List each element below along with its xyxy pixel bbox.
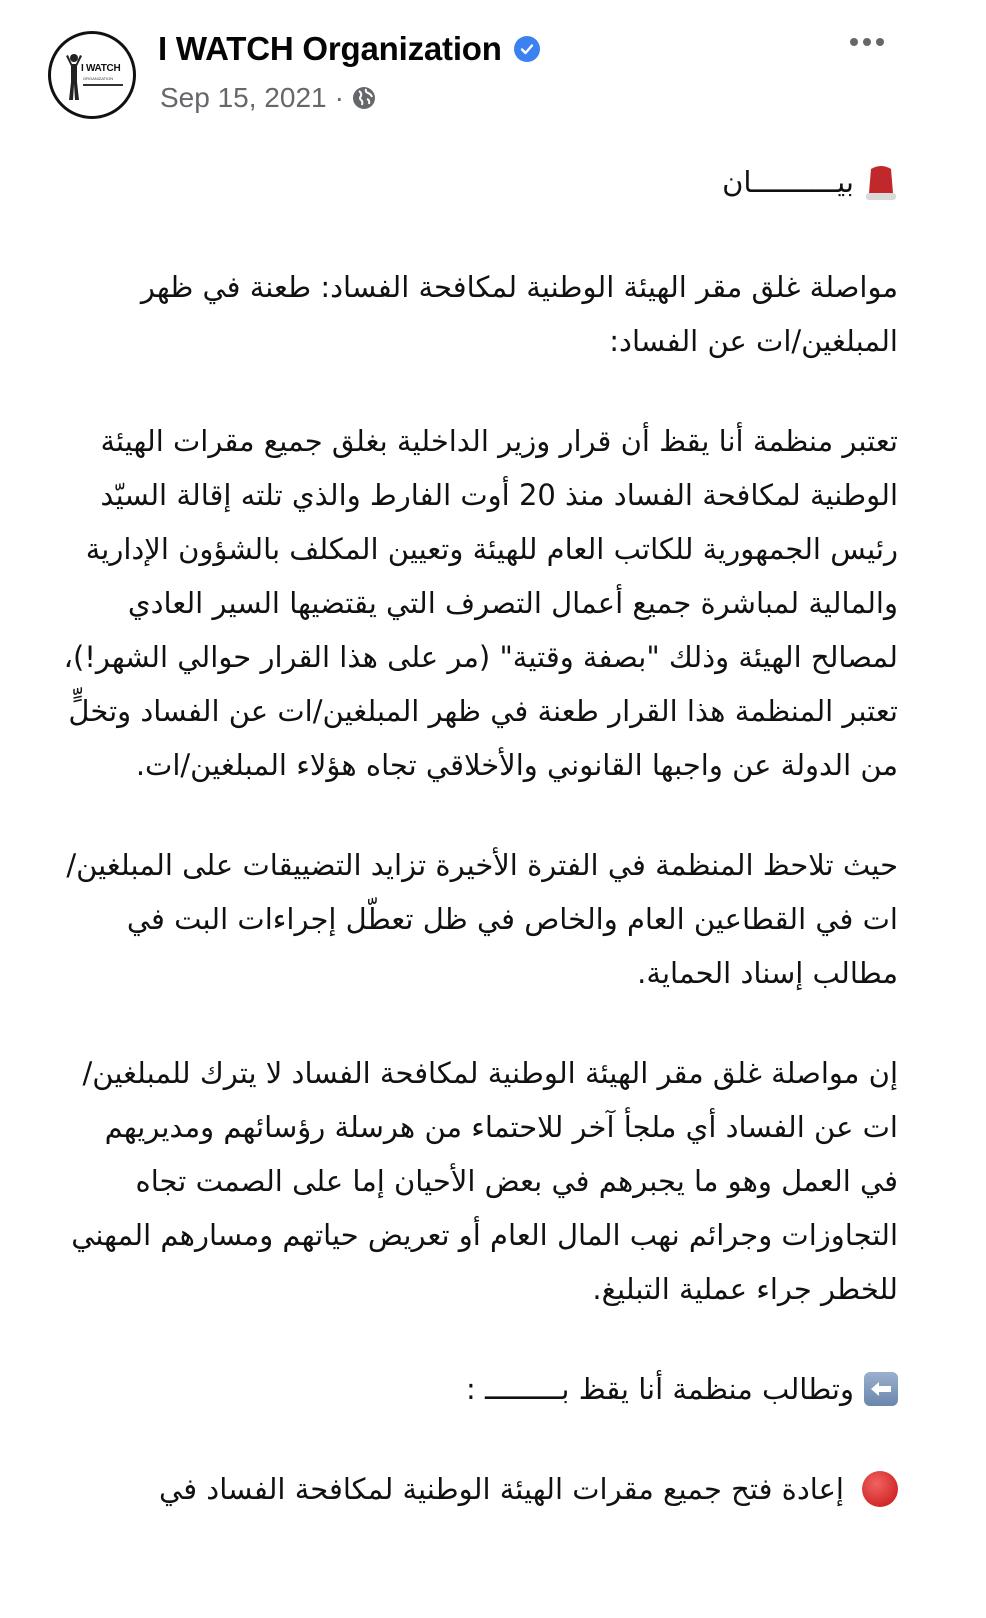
demand-text: إعادة فتح جميع مقرات الهيئة الوطنية لمكافحة الفساد في (159, 1472, 844, 1506)
globe-icon[interactable] (352, 86, 376, 110)
demands-intro-line (60, 1362, 898, 1416)
demand-item (60, 1462, 898, 1516)
more-dot (850, 38, 858, 46)
avatar[interactable] (48, 31, 136, 119)
avatar-logo-subtext: ORGANIZATION (83, 76, 114, 81)
demands-intro: وتطالب منظمة أنا يقظ بـــــــــ : (465, 1372, 854, 1406)
siren-icon (864, 163, 898, 201)
more-dot (863, 38, 871, 46)
more-options-button[interactable] (850, 38, 884, 46)
page-name-link[interactable]: I WATCH Organization (158, 30, 502, 67)
post-header (0, 0, 986, 130)
post-meta (160, 82, 376, 114)
more-dot (876, 38, 884, 46)
verified-badge-icon (514, 36, 540, 62)
avatar-logo-line (83, 84, 123, 86)
left-arrow-icon (864, 1372, 898, 1406)
post-body (60, 150, 898, 1516)
post-title-line (60, 150, 898, 214)
avatar-logo-text: I WATCH (81, 63, 121, 74)
post-headline: مواصلة غلق مقر الهيئة الوطنية لمكافحة الفساد: طعنة في ظهر المبلغين/ات عن الفساد: (140, 270, 898, 358)
post-paragraph-1: تعتبر منظمة أنا يقظ أن قرار وزير الداخلية بغلق جميع مقرات الهيئة الوطنية لمكافحة الفساد منذ 20 أوت الفارط والذي تلته إقالة السيّد رئيس الجمهورية للكاتب العام للهيئة وتعيين المكلف بالشؤون الإدارية والمالية لمباشرة جميع أعمال التصرف التي يقتضيها السير العادي لمصالح الهيئة وذلك "بصفة وقتية" (مر على هذا القرار حوالي الشهر!)، تعتبر المنظمة هذا القرار طعنة في ظهر المبلغين/ات عن الفساد وتخلٍّ من الدولة عن واجبها القانوني والأخلاقي تجاه هؤلاء المبلغين/ات. (63, 424, 898, 782)
post-title: بيــــــــــان (722, 165, 854, 199)
person-figure-icon (65, 52, 83, 102)
name-row (158, 30, 540, 68)
post-paragraph-3: إن مواصلة غلق مقر الهيئة الوطنية لمكافحة الفساد لا يترك للمبلغين/ات عن الفساد أي ملجأ آخر للاحتماء من هرسلة رؤسائهم ومديريهم في العمل وهو ما يجبرهم في بعض الأحيان إما على الصمت تجاه التجاوزات وجرائم نهب المال العام أو تعريض حياتهم ومسارهم المهني للخطر جراء عملية التبليغ. (71, 1056, 898, 1306)
post-date-link[interactable]: Sep 15, 2021 (160, 82, 327, 113)
red-circle-icon (862, 1471, 898, 1507)
post-paragraph-2: حيث تلاحظ المنظمة في الفترة الأخيرة تزايد التضييقات على المبلغين/ات في القطاعين العام والخاص في ظل تعطّل إجراءات البت في مطالب إسناد الحماية. (66, 848, 898, 990)
meta-separator: · (334, 82, 344, 113)
